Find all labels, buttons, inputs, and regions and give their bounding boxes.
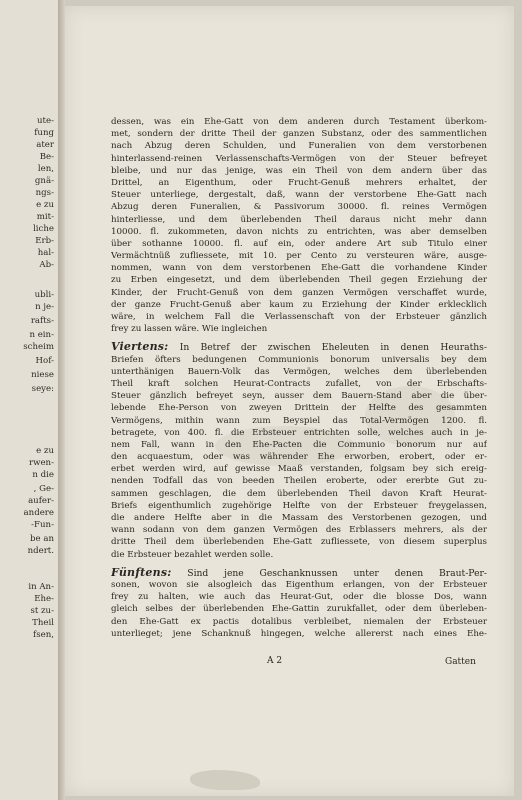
paragraph-viertens (111, 341, 487, 560)
text-line: zu Erben eingesetzt, und dem überlebenden Theil gegen Erziehung der (111, 275, 487, 286)
text-line: nenden Todfall das von beeden Theilen eroberte, oder ererbte Gut zu- (111, 476, 487, 487)
facing-page-text-fragment: Ehe- (34, 594, 54, 604)
facing-page-text-fragment: Theil (32, 618, 54, 628)
facing-page-text-fragment: Be- (39, 152, 54, 162)
document-page (65, 6, 514, 796)
facing-page-text-fragment: ubli- (34, 290, 54, 300)
facing-page-text-fragment: mit- (36, 212, 54, 222)
facing-page-text-fragment: Erb- (35, 236, 54, 246)
text-line: nach Abzug deren Schulden, und Funeralien von dem verstorbenen (111, 141, 487, 152)
signature-mark: A 2 (267, 656, 283, 666)
text-line: frey zu halten, wie auch das Heurat-Gut, oder die blosse Dos, wann (111, 592, 487, 603)
facing-page-text-fragment: e zu (36, 200, 54, 210)
paragraph-fuenftens (111, 567, 487, 640)
text-line: frey zu lassen wäre. Wie ingleichen (111, 324, 268, 335)
text-line: erbet werden wird, auf gewisse Maaß verstanden, folgsam bey sich ereig- (111, 464, 487, 475)
text-line: den Ehe-Gatt ex pactis dotalibus verbleibet, niemalen der Erbsteuer (111, 616, 487, 627)
facing-page-text-fragment: fsen, (33, 630, 54, 640)
paragraph-first-line (111, 567, 487, 579)
facing-page-text-fragment: Hof- (35, 356, 54, 366)
facing-page-text-fragment: Ab- (39, 260, 54, 270)
text-line: wann sodann von dem ganzen Vermögen des Erblassers mehrers, als der (111, 525, 487, 536)
text-line: sammen geschlagen, die dem überlebenden Theil davon Kraft Heurat- (111, 488, 487, 499)
facing-page-text-fragment: n ein- (29, 330, 54, 340)
text-line: nommen, wann von dem verstorbenen Ehe-Gatt die vorhandene Kinder (111, 263, 487, 274)
body-text (111, 116, 487, 640)
text-line: Steuer gänzlich befreyet seyn, ausser dem Bauern-Stand aber die über- (111, 391, 487, 402)
facing-page-text-fragment: e zu (36, 446, 54, 456)
text-line: Abzug deren Funeralien, & Passivorum 30000. fl. reines Vermögen (111, 202, 487, 213)
text-line: Steuer unterliege, dergestalt, daß, wann der verstorbene Ehe-Gatt nach (111, 190, 487, 201)
text-line: lebende Ehe-Person von zweyen Drittein der Helfte des gesammten (111, 403, 487, 414)
text-line: bleibe, und nur das jenige, was ein Theil von dem andern über das (111, 165, 487, 176)
text-line: nem Fall, wann in den Ehe-Pacten die Communio bonorum nur auf (111, 439, 487, 450)
text-line: gleich selbes der überlebenden Ehe-Gattin zurukfallet, oder dem überleben- (111, 604, 487, 615)
text-line: Kinder, der Frucht-Genuß von dem ganzen Vermögen verschaffet wurde, (111, 287, 487, 298)
facing-page-text-fragment: seye: (31, 384, 54, 394)
text-line: dessen, was ein Ehe-Gatt von dem anderen durch Testament überkom- (111, 117, 487, 127)
facing-page-text-fragment: , Ge- (33, 484, 54, 494)
text-line: met, sondern der dritte Theil der ganzen Substanz, oder des sammentlichen (111, 129, 487, 140)
text-line: dritte Theil dem überlebenden Ehe-Gatt zufliessete, von diesem superplus (111, 537, 487, 548)
facing-page-text-fragment: ater (36, 140, 54, 150)
facing-page-text-fragment: -Fun- (31, 520, 54, 530)
text-line: unterlieget; jene Schanknuß hingegen, welche allererst nach eines Ehe- (111, 628, 487, 639)
text-line: der ganze Frucht-Genuß aber kaum zu Erziehung der Kinder erklecklich (111, 299, 487, 310)
facing-page-text-fragment: len, (37, 164, 54, 174)
facing-page-text-fragment: rwen- (29, 458, 54, 468)
facing-page-text-fragment: liche (33, 224, 54, 234)
facing-page-text-fragment: hal- (37, 248, 54, 258)
facing-page-text-fragment: gnä- (34, 176, 54, 186)
text-line: sonen, wovon sie alsogleich das Eigenthum erlangen, von der Erbsteuer (111, 579, 487, 590)
text-line: Vermächtnüß zufliessete, mit 10. per Cento zu versteuren wäre, ausge- (111, 251, 487, 262)
facing-page-text-fragment: in An- (28, 582, 54, 592)
section-heading-fuenftens: Fünftens: (111, 566, 172, 579)
catchword: Gatten (445, 657, 476, 667)
facing-page-text-fragment: ngs- (35, 188, 54, 198)
section-heading-viertens: Viertens: (111, 341, 169, 354)
text-line: Briefs eigenthumlich zugehörige Helfte von der Erbsteuer freygelassen, (111, 500, 487, 511)
text-line: hinterlassend-reinen Verlassenschafts-Vermögen von der Steuer befreyet (111, 153, 487, 164)
text-line: über sothanne 10000. fl. auf ein, oder andere Art sub Titulo einer (111, 238, 487, 249)
facing-page-fragment (0, 0, 59, 800)
paragraph-continuation (111, 116, 487, 335)
text-line: den acquaestum, oder was währender Ehe erworben, erobert, oder er- (111, 452, 487, 463)
facing-page-text-fragment: scheim (23, 342, 54, 352)
first-line-text: Sind jene Geschanknussen unter denen Braut-Per- (187, 567, 487, 579)
text-line: wäre, in welchem Fall die Verlassenschaft von der Erbsteuer gänzlich (111, 312, 487, 322)
text-line: die andere Helfte aber in die Massam des Verstorbenen gezogen, und (111, 513, 487, 523)
page-gutter (58, 0, 65, 800)
facing-page-text-fragment: st zu- (30, 606, 54, 616)
text-line: unterthänigen Bauern-Volk das Vermögen, welches dem überlebenden (111, 366, 487, 377)
facing-page-text-fragment: ndert. (27, 546, 54, 556)
text-line: hinterliesse, und dem überlebenden Theil daraus nicht mehr dann (111, 214, 487, 225)
facing-page-text-fragment: ute- (37, 116, 54, 126)
text-line: Vermögens, mithin wann zum Beyspiel das Total-Vermögen 1200. fl. (111, 415, 487, 426)
text-line: Drittel, an Eigenthum, oder Frucht-Genuß mehrers erhaltet, der (111, 177, 487, 188)
text-line: betragete, von 400. fl. die Erbsteuer entrichten solle, welches auch in je- (111, 427, 487, 438)
facing-page-text-fragment: niese (31, 370, 54, 380)
facing-page-text-fragment: n je- (35, 302, 54, 312)
facing-page-text-fragment: be an (30, 534, 54, 544)
facing-page-text-fragment: n die (32, 470, 54, 480)
facing-page-text-fragment: fung (34, 128, 54, 138)
text-line: Theil kraft solchen Heurat-Contracts zufallet, von der Erbschafts- (111, 378, 487, 389)
first-line-text: In Betref der zwischen Eheleuten in denen Heuraths- (179, 342, 487, 354)
text-line: 10000. fl. zukommeten, davon nichts zu entrichten, was aber demselben (111, 226, 487, 237)
facing-page-text-fragment: rafts- (30, 316, 54, 326)
text-line: Briefen öfters bedungenen Communionis bonorum universalis bey dem (111, 354, 487, 365)
facing-page-text-fragment: andere (23, 508, 54, 518)
paragraph-first-line (111, 341, 487, 353)
text-line: die Erbsteuer bezahlet werden solle. (111, 549, 274, 560)
facing-page-text-fragment: aufer- (28, 496, 54, 506)
